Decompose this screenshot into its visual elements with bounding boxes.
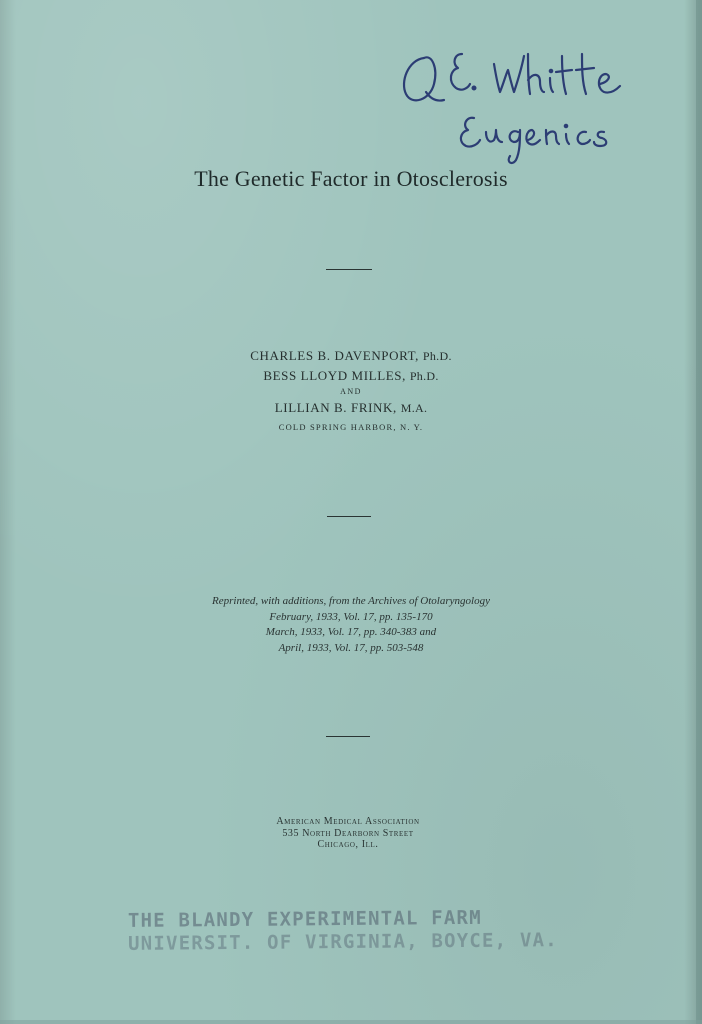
cover-right-edge — [696, 0, 702, 1024]
author-name: BESS LLOYD MILLES, — [263, 368, 406, 383]
author-affiliation: COLD SPRING HARBOR, N. Y. — [278, 422, 424, 432]
handwritten-inscription — [396, 36, 646, 176]
author-line — [0, 398, 702, 418]
author-line — [0, 346, 702, 366]
reprint-line: March, 1933, Vol. 17, pp. 340-383 and — [265, 626, 437, 638]
publisher-name: American Medical Association — [276, 816, 420, 827]
divider-rule-middle — [327, 516, 371, 517]
stamp-line: UNIVERSIT. OF VIRGINIA, BOYCE, VA. — [128, 929, 558, 955]
library-stamp — [128, 906, 568, 956]
cover-bottom-edge — [0, 1020, 702, 1024]
publisher-block — [0, 816, 696, 851]
publisher-street: 535 North Dearborn Street — [282, 827, 414, 839]
stamp-line: THE BLANDY EXPERIMENTAL FARM — [127, 906, 482, 932]
author-degree: M.A. — [400, 401, 428, 415]
author-degree: Ph.D. — [409, 369, 439, 383]
author-degree: Ph.D. — [422, 349, 452, 363]
document-title: The Genetic Factor in Otosclerosis — [194, 166, 508, 191]
author-name: CHARLES B. DAVENPORT, — [250, 348, 420, 363]
publisher-city: Chicago, Ill. — [317, 839, 379, 850]
author-name: LILLIAN B. FRINK, — [274, 400, 397, 415]
reprint-line: February, 1933, Vol. 17, pp. 135-170 — [269, 610, 433, 623]
divider-rule-top — [326, 269, 372, 270]
author-block — [0, 346, 702, 434]
reprint-note — [0, 594, 702, 656]
author-line — [0, 366, 702, 386]
reprint-line: April, 1933, Vol. 17, pp. 503-548 — [278, 641, 424, 654]
divider-rule-bottom — [326, 736, 370, 737]
author-conjunction: AND — [340, 387, 362, 396]
reprint-line: Reprinted, with additions, from the Archives of Otolaryngology — [212, 595, 490, 607]
